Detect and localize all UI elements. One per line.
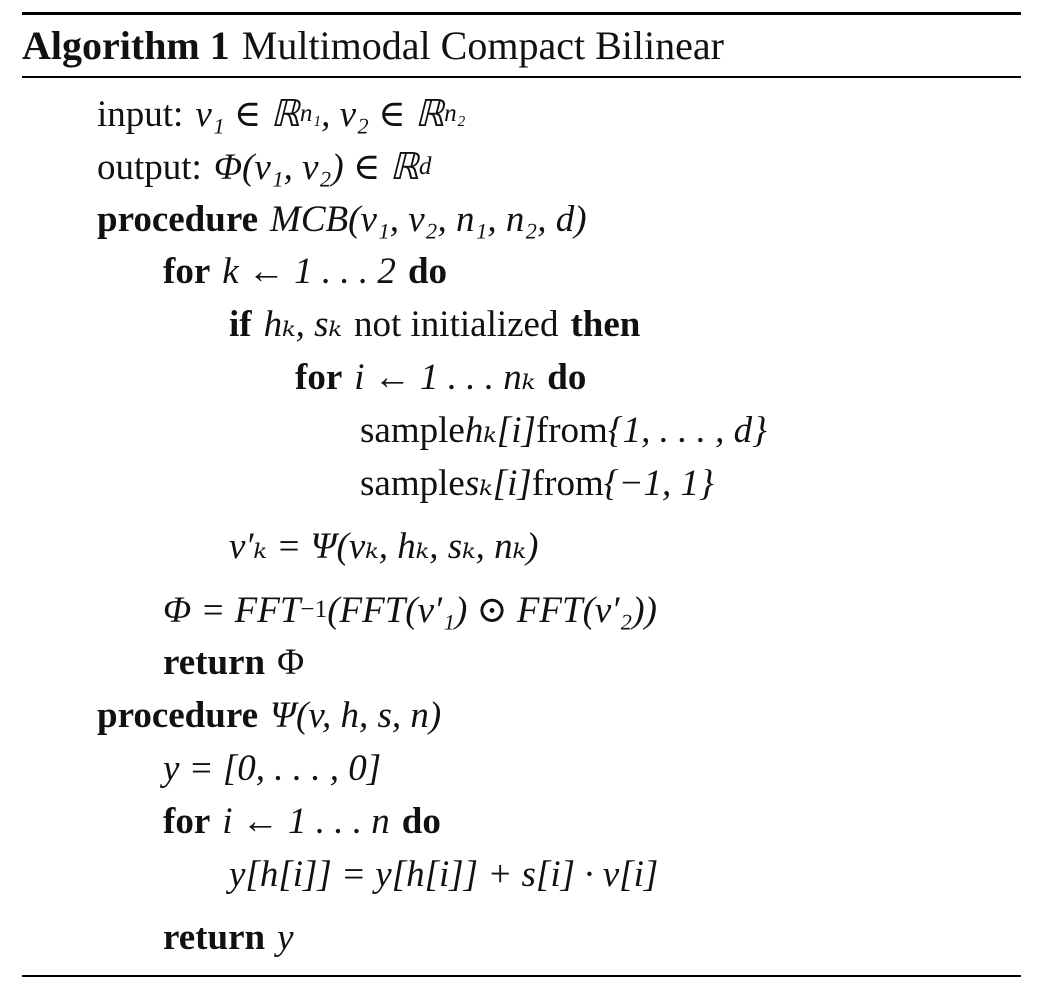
keyword-procedure: procedure xyxy=(97,198,259,240)
keyword-do: do xyxy=(547,356,587,398)
algorithm-title: Multimodal Compact Bilinear xyxy=(241,22,724,68)
math-expr: v₁ ∈ ℝ xyxy=(195,94,300,135)
line-code xyxy=(229,853,658,896)
line-code xyxy=(163,250,447,293)
line-code xyxy=(360,461,714,505)
math-expr: Φ xyxy=(277,641,305,683)
math-expr: Ψ(v, h, s, n) xyxy=(270,694,442,736)
algorithm-label: Algorithm 1 xyxy=(22,22,230,68)
keyword-procedure: procedure xyxy=(97,694,259,736)
line-code xyxy=(163,641,304,684)
keyword-return: return xyxy=(163,916,266,958)
math-expr: y[h[i]] = y[h[i]] + s[i] · v[i] xyxy=(229,853,659,895)
text: sample xyxy=(360,409,465,451)
line-code xyxy=(163,800,441,843)
keyword-for: for xyxy=(163,250,211,292)
line-code xyxy=(163,747,381,790)
line-code xyxy=(229,302,640,346)
math-expr: Φ(v₁, v₂) ∈ ℝ xyxy=(213,147,419,188)
keyword-for: for xyxy=(295,356,343,398)
line-code: input: v₁ ∈ ℝ n₁ , v₂ ∈ ℝ n₂ xyxy=(97,93,466,135)
text: from xyxy=(531,462,604,504)
keyword-for: for xyxy=(163,800,211,842)
math-expr: , v₂ ∈ ℝ xyxy=(321,94,445,135)
keyword-do: do xyxy=(407,250,448,292)
line-code xyxy=(229,524,538,568)
text: from xyxy=(535,409,608,451)
math-expr: {1, . . . , d} xyxy=(607,409,767,451)
math-expr: y xyxy=(277,916,294,958)
bottom-rule xyxy=(22,975,1021,977)
line-code: Φ = FFT −1 (FFT(v′₁) ⊙ FFT(v′₂)) xyxy=(163,589,657,631)
math-expr: i ← 1 . . . nₖ xyxy=(354,357,536,398)
math-expr: i ← 1 . . . n xyxy=(222,800,390,842)
keyword-then: then xyxy=(570,303,641,345)
math-expr: (FFT(v′₁) ⊙ FFT(v′₂)) xyxy=(327,590,657,631)
text: sample xyxy=(360,462,465,504)
math-expr: hₖ[i] xyxy=(464,410,536,451)
line-code xyxy=(163,916,294,959)
keyword-return: return xyxy=(163,641,266,683)
caption-rule xyxy=(22,76,1021,78)
line-code xyxy=(295,355,586,399)
math-expr: y = [0, . . . , 0] xyxy=(163,747,382,789)
text: not initialized xyxy=(354,303,559,345)
math-expr: sₖ[i] xyxy=(464,463,532,504)
output-label: output: xyxy=(97,146,202,188)
input-label: input: xyxy=(97,93,184,135)
line-code: output: Φ(v₁, v₂) ∈ ℝ d xyxy=(97,146,432,188)
math-expr: k ← 1 . . . 2 xyxy=(222,250,396,292)
math-expr: v′ₖ = Ψ(vₖ, hₖ, sₖ, nₖ) xyxy=(229,526,539,567)
keyword-do: do xyxy=(401,800,441,842)
keyword-if: if xyxy=(229,303,252,345)
math-expr: {−1, 1} xyxy=(603,462,714,504)
math-expr: hₖ, sₖ xyxy=(263,304,342,345)
math-expr: MCB(v₁, v₂, n₁, n₂, d) xyxy=(270,198,587,240)
line-code xyxy=(97,198,587,241)
line-code xyxy=(97,694,441,737)
line-code xyxy=(360,408,767,452)
algorithm-caption xyxy=(22,15,724,75)
math-expr: Φ = FFT xyxy=(163,589,301,631)
